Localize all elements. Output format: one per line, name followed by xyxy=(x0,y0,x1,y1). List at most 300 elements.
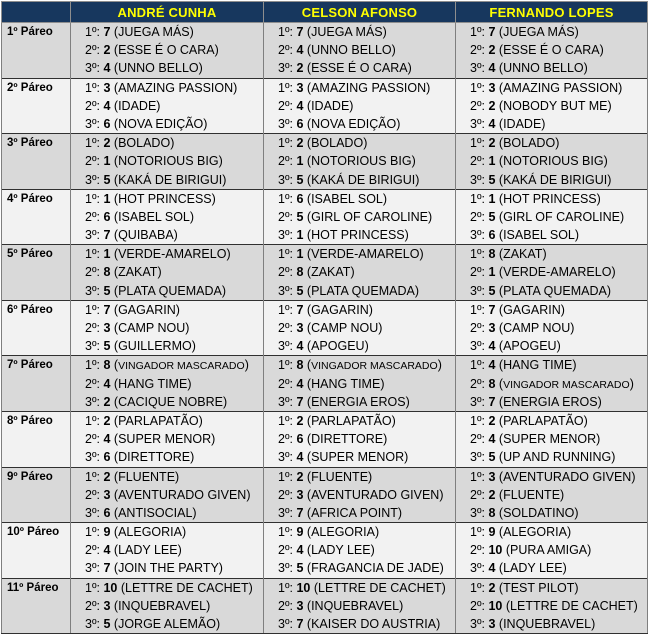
table-row xyxy=(2,356,648,412)
horse-number: 8 xyxy=(488,505,496,520)
horse-number: 8 xyxy=(488,376,496,391)
pick-cell xyxy=(264,523,456,579)
horse-number: 1 xyxy=(488,191,496,206)
horse-number: 2 xyxy=(103,43,111,58)
horse-name: NOBODY BUT ME xyxy=(503,98,608,113)
horse-name: LETTRE DE CACHET xyxy=(510,598,634,613)
finish-position: 2º xyxy=(85,154,97,169)
table-row xyxy=(2,523,648,579)
pick-line: 2º: 5 (GIRL OF CAROLINE) xyxy=(278,209,433,224)
horse-name: BOLADO xyxy=(311,136,364,151)
horse-number: 3 xyxy=(296,487,304,502)
pick-line: 3º: 6 (ANTISOCIAL) xyxy=(85,505,197,520)
race-label: 11º Páreo xyxy=(2,578,71,634)
horse-name: INQUEBRAVEL xyxy=(503,617,592,631)
pick-cell xyxy=(71,411,264,467)
horse-name: DIRETTORE xyxy=(311,432,384,447)
horse-name: ISABEL SOL xyxy=(118,209,190,224)
pick-line: 1º: 1 (HOT PRINCESS) xyxy=(470,191,601,206)
pick-line: 1º: 2 (BOLADO) xyxy=(470,136,560,151)
horse-number: 7 xyxy=(103,25,111,39)
finish-position: 1º xyxy=(85,191,97,206)
pick-line: 2º: 4 (HANG TIME) xyxy=(278,376,385,391)
horse-number: 9 xyxy=(296,525,304,540)
pick-cell xyxy=(264,23,456,79)
horse-name: GAGARIN xyxy=(503,302,561,317)
pick-line: 1º: 10 (LETTRE DE CACHET) xyxy=(85,580,253,595)
horse-number: 2 xyxy=(488,580,496,595)
horse-number: 7 xyxy=(488,302,496,317)
horse-number: 5 xyxy=(488,283,496,298)
pick-line: 1º: 7 (GAGARIN) xyxy=(470,302,565,317)
finish-position: 2º xyxy=(85,376,97,391)
race-label: 2º Páreo xyxy=(2,78,71,134)
horse-name: CAMP NOU xyxy=(118,321,186,335)
pick-line: 2º: 5 (GIRL OF CAROLINE) xyxy=(470,209,625,224)
horse-number: 7 xyxy=(103,561,111,576)
horse-number: 2 xyxy=(296,469,304,484)
pick-line: 2º: 1 (NOTORIOUS BIG) xyxy=(85,154,223,169)
horse-number: 1 xyxy=(296,247,304,262)
finish-position: 2º xyxy=(278,432,290,447)
pick-line: 2º: 6 (DIRETTORE) xyxy=(278,432,388,447)
horse-number: 4 xyxy=(296,98,304,113)
finish-position: 3º xyxy=(470,450,482,465)
pick-line: 2º: 10 (LETTRE DE CACHET) xyxy=(470,598,638,613)
horse-name: VERDE-AMARELO xyxy=(118,247,227,262)
horse-name: LADY LEE xyxy=(311,543,371,558)
pick-line: 1º: 9 (ALEGORIA) xyxy=(278,525,380,540)
pick-line: 3º: 5 (UP AND RUNNING) xyxy=(470,450,616,465)
pick-line: 3º: 5 (PLATA QUEMADA) xyxy=(85,283,226,298)
horse-number: 4 xyxy=(296,43,304,58)
horse-number: 5 xyxy=(488,450,496,465)
finish-position: 1º xyxy=(278,80,290,95)
finish-position: 2º xyxy=(85,265,97,280)
pick-cell xyxy=(264,578,456,634)
finish-position: 1º xyxy=(85,525,97,540)
pick-line: 2º: 2 (ESSE É O CARA) xyxy=(85,43,219,58)
horse-number: 4 xyxy=(296,450,304,465)
table-row xyxy=(2,467,648,523)
horse-number: 3 xyxy=(488,469,496,484)
horse-number: 2 xyxy=(488,43,496,58)
horse-number: 6 xyxy=(296,191,304,206)
header-celson-afonso: CELSON AFONSO xyxy=(264,2,456,23)
pick-line: 2º: 1 (NOTORIOUS BIG) xyxy=(278,154,416,169)
horse-name: SUPER MENOR xyxy=(118,432,212,447)
pick-line: 3º: 4 (LADY LEE) xyxy=(470,561,567,576)
horse-number: 6 xyxy=(296,432,304,447)
horse-number: 10 xyxy=(488,543,503,558)
pick-line: 2º: 3 (AVENTURADO GIVEN) xyxy=(278,487,444,502)
horse-name: AMAZING PASSION xyxy=(311,80,427,95)
pick-line: 1º: 8 (VINGADOR MASCARADO) xyxy=(85,358,249,373)
finish-position: 3º xyxy=(278,172,290,187)
finish-position: 3º xyxy=(278,61,290,76)
pick-line: 3º: 5 (GUILLERMO) xyxy=(85,339,196,354)
horse-number: 3 xyxy=(488,321,496,335)
horse-number: 2 xyxy=(488,487,496,502)
finish-position: 2º xyxy=(470,98,482,113)
pick-line: 2º: 10 (PURA AMIGA) xyxy=(470,543,592,558)
horse-name: ISABEL SOL xyxy=(311,191,383,206)
horse-number: 2 xyxy=(296,136,304,151)
horse-name: AMAZING PASSION xyxy=(118,80,234,95)
finish-position: 3º xyxy=(470,228,482,243)
finish-position: 3º xyxy=(278,339,290,354)
finish-position: 1º xyxy=(470,191,482,206)
horse-number: 4 xyxy=(488,561,496,576)
race-label: 5º Páreo xyxy=(2,245,71,301)
horse-name: UP AND RUNNING xyxy=(503,450,612,465)
finish-position: 1º xyxy=(278,247,290,262)
pick-cell xyxy=(456,189,648,245)
pick-line: 1º: 2 (TEST PILOT) xyxy=(470,580,579,595)
horse-number: 5 xyxy=(488,172,496,187)
finish-position: 3º xyxy=(278,505,290,520)
horse-number: 7 xyxy=(296,25,304,39)
pick-line: 2º: 1 (NOTORIOUS BIG) xyxy=(470,154,608,169)
pick-line: 2º: 4 (HANG TIME) xyxy=(85,376,192,391)
finish-position: 3º xyxy=(85,228,97,243)
horse-number: 4 xyxy=(488,61,496,76)
finish-position: 3º xyxy=(278,450,290,465)
finish-position: 1º xyxy=(470,469,482,484)
finish-position: 3º xyxy=(470,61,482,76)
table-row xyxy=(2,78,648,134)
pick-line: 3º: 5 (PLATA QUEMADA) xyxy=(470,283,611,298)
finish-position: 2º xyxy=(470,154,482,169)
pick-line: 3º: 5 (PLATA QUEMADA) xyxy=(278,283,419,298)
horse-number: 4 xyxy=(103,376,111,391)
finish-position: 1º xyxy=(470,247,482,262)
horse-name: ALEGORIA xyxy=(311,525,375,540)
pick-cell xyxy=(456,523,648,579)
horse-name: ESSE É O CARA xyxy=(503,43,600,58)
horse-name: ENERGIA EROS xyxy=(503,394,598,409)
finish-position: 3º xyxy=(278,283,290,298)
finish-position: 1º xyxy=(85,469,97,484)
pick-line: 3º: 1 (HOT PRINCESS) xyxy=(278,228,409,243)
horse-name: HOT PRINCESS xyxy=(503,191,597,206)
horse-name: VINGADOR MASCARADO xyxy=(311,360,438,373)
pick-line: 3º: 4 (UNNO BELLO) xyxy=(470,61,588,76)
horse-number: 7 xyxy=(296,394,304,409)
finish-position: 1º xyxy=(470,136,482,151)
pick-line: 1º: 8 (ZAKAT) xyxy=(470,247,547,262)
finish-position: 3º xyxy=(85,116,97,131)
pick-line: 3º: 4 (APOGEU) xyxy=(278,339,369,354)
pick-line: 2º: 4 (SUPER MENOR) xyxy=(85,432,216,447)
horse-name: GIRL OF CAROLINE xyxy=(503,209,620,224)
horse-number: 3 xyxy=(103,321,111,335)
finish-position: 1º xyxy=(85,25,97,39)
finish-position: 2º xyxy=(278,154,290,169)
horse-number: 1 xyxy=(296,228,304,243)
horse-number: 5 xyxy=(296,561,304,576)
pick-line: 3º: 3 (INQUEBRAVEL) xyxy=(470,617,596,631)
race-label: 7º Páreo xyxy=(2,356,71,412)
pick-line: 1º: 2 (PARLAPATÃO) xyxy=(278,413,396,428)
pick-cell xyxy=(456,578,648,634)
pick-cell xyxy=(71,356,264,412)
table-row xyxy=(2,189,648,245)
finish-position: 2º xyxy=(470,321,482,335)
horse-name: TEST PILOT xyxy=(503,580,575,595)
race-label: 8º Páreo xyxy=(2,411,71,467)
horse-number: 3 xyxy=(296,598,304,613)
horse-number: 6 xyxy=(488,228,496,243)
pick-line: 1º: 2 (FLUENTE) xyxy=(85,469,180,484)
pick-line: 2º: 2 (FLUENTE) xyxy=(470,487,565,502)
pick-cell xyxy=(71,189,264,245)
horse-number: 2 xyxy=(103,136,111,151)
pick-line: 1º: 3 (AMAZING PASSION) xyxy=(278,80,431,95)
finish-position: 2º xyxy=(278,598,290,613)
race-label: 6º Páreo xyxy=(2,300,71,356)
horse-name: PURA AMIGA xyxy=(510,543,588,558)
horse-name: UNNO BELLO xyxy=(503,61,584,76)
finish-position: 1º xyxy=(278,580,290,595)
pick-line: 2º: 4 (IDADE) xyxy=(85,98,161,113)
table-row xyxy=(2,134,648,190)
horse-name: UNNO BELLO xyxy=(118,61,199,76)
table-row xyxy=(2,23,648,79)
horse-name: FLUENTE xyxy=(503,487,561,502)
horse-number: 8 xyxy=(488,247,496,262)
horse-number: 2 xyxy=(488,136,496,151)
horse-name: ANTISOCIAL xyxy=(118,505,193,520)
horse-name: INQUEBRAVEL xyxy=(311,598,400,613)
horse-number: 2 xyxy=(103,469,111,484)
pick-cell xyxy=(71,578,264,634)
horse-number: 10 xyxy=(488,598,503,613)
horse-number: 7 xyxy=(103,228,111,243)
pick-line: 1º: 9 (ALEGORIA) xyxy=(85,525,187,540)
finish-position: 3º xyxy=(470,617,482,631)
horse-name: ESSE É O CARA xyxy=(311,61,408,76)
table-row xyxy=(2,300,648,356)
finish-position: 3º xyxy=(470,394,482,409)
pick-cell xyxy=(264,245,456,301)
horse-name: AMAZING PASSION xyxy=(503,80,619,95)
pick-cell xyxy=(264,467,456,523)
horse-number: 4 xyxy=(103,98,111,113)
horse-number: 4 xyxy=(296,543,304,558)
pick-line: 3º: 5 (FRAGANCIA DE JADE) xyxy=(278,561,444,576)
horse-name: NOTORIOUS BIG xyxy=(311,154,412,169)
finish-position: 1º xyxy=(278,25,290,39)
table-row xyxy=(2,245,648,301)
pick-line: 2º: 8 (VINGADOR MASCARADO) xyxy=(470,376,634,391)
horse-number: 6 xyxy=(103,209,111,224)
table-row xyxy=(2,578,648,634)
finish-position: 1º xyxy=(470,525,482,540)
pick-line: 3º: 2 (ESSE É O CARA) xyxy=(278,61,412,76)
horse-name: ZAKAT xyxy=(118,265,158,280)
pick-line: 2º: 3 (CAMP NOU) xyxy=(278,321,383,335)
pick-line: 1º: 3 (AMAZING PASSION) xyxy=(85,80,238,95)
pick-line: 3º: 7 (KAISER DO AUSTRIA) xyxy=(278,617,441,631)
pick-line: 3º: 7 (QUIBABA) xyxy=(85,228,178,243)
pick-cell xyxy=(456,300,648,356)
pick-cell xyxy=(456,78,648,134)
finish-position: 1º xyxy=(85,302,97,317)
finish-position: 3º xyxy=(85,561,97,576)
horse-name: APOGEU xyxy=(503,339,557,354)
horse-number: 9 xyxy=(103,525,111,540)
pick-line: 2º: 3 (CAMP NOU) xyxy=(470,321,575,335)
horse-name: ESSE É O CARA xyxy=(118,43,215,58)
finish-position: 1º xyxy=(470,358,482,373)
horse-name: JORGE ALEMÃO xyxy=(118,617,217,631)
pick-line: 3º: 6 (NOVA EDIÇÃO) xyxy=(85,116,208,131)
horse-number: 4 xyxy=(296,376,304,391)
pick-cell xyxy=(71,467,264,523)
finish-position: 3º xyxy=(85,61,97,76)
finish-position: 3º xyxy=(470,339,482,354)
horse-name: LADY LEE xyxy=(118,543,178,558)
finish-position: 1º xyxy=(85,358,97,373)
horse-name: BOLADO xyxy=(118,136,171,151)
horse-name: SUPER MENOR xyxy=(311,450,405,465)
finish-position: 1º xyxy=(85,413,97,428)
finish-position: 3º xyxy=(278,116,290,131)
horse-name: NOVA EDIÇÃO xyxy=(311,116,397,131)
pick-line: 1º: 7 (JUEGA MÁS) xyxy=(85,25,194,39)
finish-position: 2º xyxy=(85,598,97,613)
horse-number: 8 xyxy=(103,358,111,373)
pick-cell xyxy=(264,300,456,356)
race-label: 4º Páreo xyxy=(2,189,71,245)
horse-name: JUEGA MÁS xyxy=(118,25,190,39)
race-label: 9º Páreo xyxy=(2,467,71,523)
horse-name: NOVA EDIÇÃO xyxy=(118,116,204,131)
pick-line: 3º: 6 (NOVA EDIÇÃO) xyxy=(278,116,401,131)
pick-line: 3º: 6 (ISABEL SOL) xyxy=(470,228,580,243)
horse-name: KAKÁ DE BIRIGUI xyxy=(118,172,223,187)
finish-position: 3º xyxy=(470,172,482,187)
pick-line: 2º: 2 (ESSE É O CARA) xyxy=(470,43,604,58)
horse-number: 5 xyxy=(488,209,496,224)
finish-position: 2º xyxy=(470,376,482,391)
horse-name: DIRETTORE xyxy=(118,450,191,465)
finish-position: 2º xyxy=(278,321,290,335)
horse-name: HANG TIME xyxy=(503,358,573,373)
finish-position: 2º xyxy=(85,432,97,447)
horse-number: 1 xyxy=(296,154,304,169)
horse-number: 7 xyxy=(488,25,496,39)
finish-position: 2º xyxy=(278,98,290,113)
horse-number: 8 xyxy=(103,265,111,280)
horse-name: PLATA QUEMADA xyxy=(503,283,607,298)
finish-position: 1º xyxy=(278,413,290,428)
horse-name: VERDE-AMARELO xyxy=(311,247,420,262)
horse-number: 3 xyxy=(296,321,304,335)
pick-line: 1º: 1 (VERDE-AMARELO) xyxy=(278,247,424,262)
horse-name: KAKÁ DE BIRIGUI xyxy=(503,172,608,187)
horse-name: IDADE xyxy=(503,116,542,131)
horse-name: JOIN THE PARTY xyxy=(118,561,219,576)
pick-cell xyxy=(456,245,648,301)
horse-name: HANG TIME xyxy=(118,376,188,391)
finish-position: 3º xyxy=(85,283,97,298)
finish-position: 1º xyxy=(85,80,97,95)
pick-line: 1º: 2 (FLUENTE) xyxy=(278,469,373,484)
horse-number: 7 xyxy=(103,302,111,317)
finish-position: 2º xyxy=(470,43,482,58)
horse-name: VINGADOR MASCARADO xyxy=(503,378,630,391)
horse-number: 2 xyxy=(103,394,111,409)
horse-number: 10 xyxy=(296,580,311,595)
pick-line: 3º: 5 (KAKÁ DE BIRIGUI) xyxy=(470,172,612,187)
horse-number: 4 xyxy=(103,432,111,447)
horse-name: JUEGA MÁS xyxy=(311,25,383,39)
horse-number: 3 xyxy=(103,80,111,95)
horse-name: SOLDATINO xyxy=(503,505,575,520)
finish-position: 2º xyxy=(470,432,482,447)
horse-number: 2 xyxy=(296,61,304,76)
finish-position: 2º xyxy=(470,543,482,558)
horse-name: FLUENTE xyxy=(118,469,176,484)
horse-number: 1 xyxy=(488,154,496,169)
horse-name: IDADE xyxy=(311,98,350,113)
pick-line: 1º: 8 (VINGADOR MASCARADO) xyxy=(278,358,442,373)
pick-line: 1º: 2 (PARLAPATÃO) xyxy=(470,413,588,428)
finish-position: 3º xyxy=(85,450,97,465)
horse-name: AVENTURADO GIVEN xyxy=(311,487,440,502)
race-label: 10º Páreo xyxy=(2,523,71,579)
finish-position: 1º xyxy=(278,191,290,206)
horse-number: 5 xyxy=(103,172,111,187)
pick-line: 3º: 4 (IDADE) xyxy=(470,116,546,131)
horse-name: ZAKAT xyxy=(311,265,351,280)
finish-position: 3º xyxy=(85,505,97,520)
horse-number: 4 xyxy=(488,339,496,354)
pick-cell xyxy=(456,134,648,190)
horse-name: GIRL OF CAROLINE xyxy=(311,209,428,224)
pick-cell xyxy=(456,356,648,412)
finish-position: 2º xyxy=(278,265,290,280)
pick-line: 1º: 7 (JUEGA MÁS) xyxy=(278,25,387,39)
finish-position: 2º xyxy=(278,376,290,391)
pick-line: 3º: 6 (DIRETTORE) xyxy=(85,450,195,465)
horse-number: 5 xyxy=(103,283,111,298)
pick-line: 3º: 7 (ENERGIA EROS) xyxy=(278,394,410,409)
pick-line: 1º: 7 (GAGARIN) xyxy=(85,302,180,317)
horse-number: 8 xyxy=(296,265,304,280)
finish-position: 1º xyxy=(85,580,97,595)
horse-name: ENERGIA EROS xyxy=(311,394,406,409)
horse-number: 3 xyxy=(488,617,496,631)
pick-line: 1º: 6 (ISABEL SOL) xyxy=(278,191,388,206)
horse-number: 8 xyxy=(296,358,304,373)
pick-line: 2º: 3 (INQUEBRAVEL) xyxy=(85,598,211,613)
horse-number: 5 xyxy=(103,617,111,631)
pick-cell xyxy=(456,23,648,79)
horse-number: 2 xyxy=(296,413,304,428)
pick-cell xyxy=(71,78,264,134)
picks-table xyxy=(1,1,648,634)
horse-name: HOT PRINCESS xyxy=(118,191,212,206)
finish-position: 2º xyxy=(278,543,290,558)
pick-line: 2º: 2 (NOBODY BUT ME) xyxy=(470,98,612,113)
pick-line: 1º: 7 (GAGARIN) xyxy=(278,302,373,317)
pick-cell xyxy=(264,356,456,412)
finish-position: 2º xyxy=(470,265,482,280)
finish-position: 1º xyxy=(278,469,290,484)
